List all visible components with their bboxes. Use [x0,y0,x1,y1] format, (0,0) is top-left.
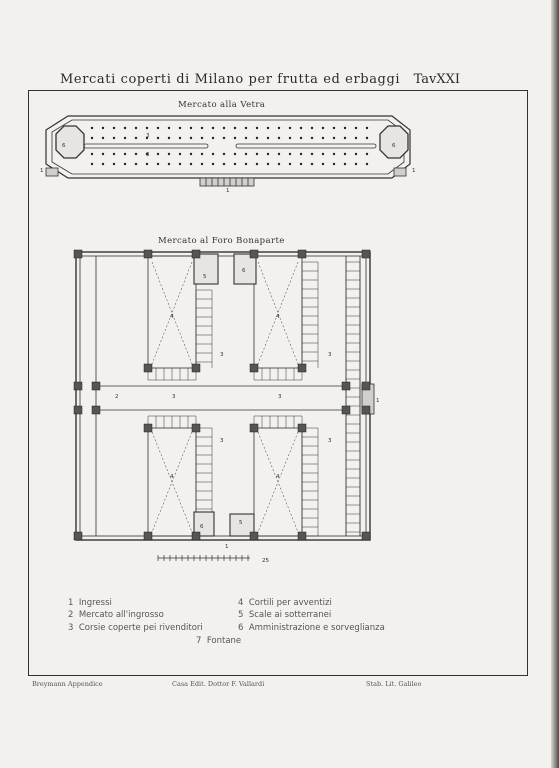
column-dot [289,163,291,165]
column-dot [102,153,104,155]
column-dot [212,137,214,139]
column-dot [366,137,368,139]
column-dot [168,127,170,129]
column-dot [311,127,313,129]
column-dot [267,153,269,155]
svg-text:3: 3 [172,394,176,400]
column-dot [179,127,181,129]
column-dot [234,163,236,165]
footer-left: Breymann Appendice [32,680,103,688]
column-dot [135,137,137,139]
column-dot [278,127,280,129]
column-dot [355,137,357,139]
column-dot [102,137,104,139]
pier [250,250,258,258]
column-dot [333,137,335,139]
column-dot [135,163,137,165]
scale-end-label: 25 [262,558,269,564]
column-dot [168,137,170,139]
pier [362,382,370,390]
column-dot [190,127,192,129]
column-dot [168,163,170,165]
column-dot [245,127,247,129]
column-dot [278,137,280,139]
column-dot [157,153,159,155]
column-dot [289,153,291,155]
column-dot [333,153,335,155]
svg-text:3: 3 [146,152,150,158]
column-dot [223,137,225,139]
column-dot [113,153,115,155]
column-dot [124,127,126,129]
column-dot [245,153,247,155]
column-dot [256,163,258,165]
legend-item-6: 6 Amministrazione e sorveglianza [238,623,385,633]
svg-text:4: 4 [276,314,280,320]
foro-numbers [115,268,380,550]
pier [192,364,200,372]
legend-item-1: 1 Ingressi [68,598,112,608]
column-dot [201,153,203,155]
svg-text:3: 3 [220,352,224,358]
pier [74,532,82,540]
column-dot [91,153,93,155]
column-dot [322,137,324,139]
svg-text:1: 1 [40,168,44,174]
foro-plan [76,252,374,540]
svg-text:6: 6 [62,143,66,149]
column-dot [201,163,203,165]
column-dot [124,153,126,155]
legend-item-5: 5 Scale ai sotterranei [238,610,332,620]
pier [74,250,82,258]
svg-text:1: 1 [412,168,416,174]
svg-text:4: 4 [276,474,280,480]
column-dot [124,137,126,139]
column-dot [113,163,115,165]
pier [298,424,306,432]
column-dot [201,127,203,129]
pier [250,364,258,372]
svg-text:3: 3 [278,394,282,400]
pier [250,532,258,540]
svg-text:5: 5 [239,520,243,526]
svg-text:4: 4 [170,314,174,320]
column-dot [91,127,93,129]
column-dot [355,153,357,155]
column-dot [267,163,269,165]
column-dot [223,127,225,129]
vetra-columns [91,127,368,165]
column-dot [179,163,181,165]
column-dot [366,127,368,129]
page-edge-shadow [551,0,559,768]
pier [250,424,258,432]
column-dot [300,153,302,155]
svg-text:3: 3 [146,133,150,139]
pier [74,382,82,390]
column-dot [289,137,291,139]
column-dot [179,137,181,139]
column-dot [212,153,214,155]
column-dot [190,163,192,165]
pier [362,406,370,414]
legend-item-7: 7 Fontane [196,636,242,646]
column-dot [311,163,313,165]
pier [298,250,306,258]
column-dot [190,137,192,139]
column-dot [113,127,115,129]
column-dot [245,163,247,165]
column-dot [278,153,280,155]
svg-text:2: 2 [115,394,119,400]
pier [144,532,152,540]
column-dot [289,127,291,129]
column-dot [256,153,258,155]
column-dot [300,127,302,129]
pier [362,532,370,540]
column-dot [135,153,137,155]
svg-text:5: 5 [203,274,207,280]
pier [298,532,306,540]
column-dot [344,137,346,139]
column-dot [366,163,368,165]
svg-text:3: 3 [328,352,332,358]
column-dot [256,127,258,129]
vetra-plan-title: Mercato alla Vetra [178,100,266,110]
pier [144,364,152,372]
column-dot [344,127,346,129]
pier [74,406,82,414]
pier [144,424,152,432]
column-dot [91,163,93,165]
legend-item-3: 3 Corsie coperte pei rivenditori [68,623,203,633]
column-dot [223,153,225,155]
footer-center: Casa Edit. Dottor F. Vallardi [172,680,265,688]
pier [192,250,200,258]
column-dot [157,163,159,165]
pier [192,424,200,432]
column-dot [333,163,335,165]
column-dot [278,163,280,165]
pier [144,250,152,258]
column-dot [212,163,214,165]
column-dot [311,137,313,139]
svg-text:6: 6 [200,524,204,530]
column-dot [267,127,269,129]
column-dot [102,127,104,129]
column-dot [344,153,346,155]
column-dot [333,127,335,129]
column-dot [366,153,368,155]
pier [342,406,350,414]
column-dot [157,137,159,139]
column-dot [311,153,313,155]
plate-title: Mercati coperti di Milano per frutta ed erbaggi [60,72,401,87]
column-dot [91,137,93,139]
column-dot [102,163,104,165]
svg-text:3: 3 [220,438,224,444]
column-dot [355,127,357,129]
column-dot [300,163,302,165]
vetra-plan [46,116,410,186]
column-dot [322,163,324,165]
column-dot [256,137,258,139]
pier [192,532,200,540]
column-dot [267,137,269,139]
pier [362,250,370,258]
legend-item-4: 4 Cortili per avventizi [238,598,332,608]
plate-number: TavXXI [413,72,460,87]
column-dot [300,137,302,139]
column-dot [322,153,324,155]
column-dot [146,163,148,165]
column-dot [168,153,170,155]
pier [92,406,100,414]
pier [298,364,306,372]
footer-right: Stab. Lit. Galileo [366,680,422,688]
column-dot [234,127,236,129]
column-dot [146,127,148,129]
legend-item-2: 2 Mercato all'ingrosso [68,610,164,620]
svg-text:1: 1 [226,188,230,194]
pier [342,382,350,390]
svg-text:3: 3 [328,438,332,444]
column-dot [223,163,225,165]
pier [92,382,100,390]
column-dot [190,153,192,155]
column-dot [322,127,324,129]
column-dot [124,163,126,165]
column-dot [234,137,236,139]
column-dot [157,127,159,129]
column-dot [245,137,247,139]
svg-text:6: 6 [242,268,246,274]
column-dot [344,163,346,165]
svg-text:1: 1 [225,544,229,550]
column-dot [355,163,357,165]
column-dot [135,127,137,129]
column-dot [212,127,214,129]
foro-plan-title: Mercato al Foro Bonaparte [158,236,285,246]
svg-text:4: 4 [170,474,174,480]
column-dot [234,153,236,155]
column-dot [113,137,115,139]
scale-bar [158,555,250,561]
column-dot [179,153,181,155]
svg-text:1: 1 [376,398,380,404]
svg-text:6: 6 [392,143,396,149]
column-dot [201,137,203,139]
